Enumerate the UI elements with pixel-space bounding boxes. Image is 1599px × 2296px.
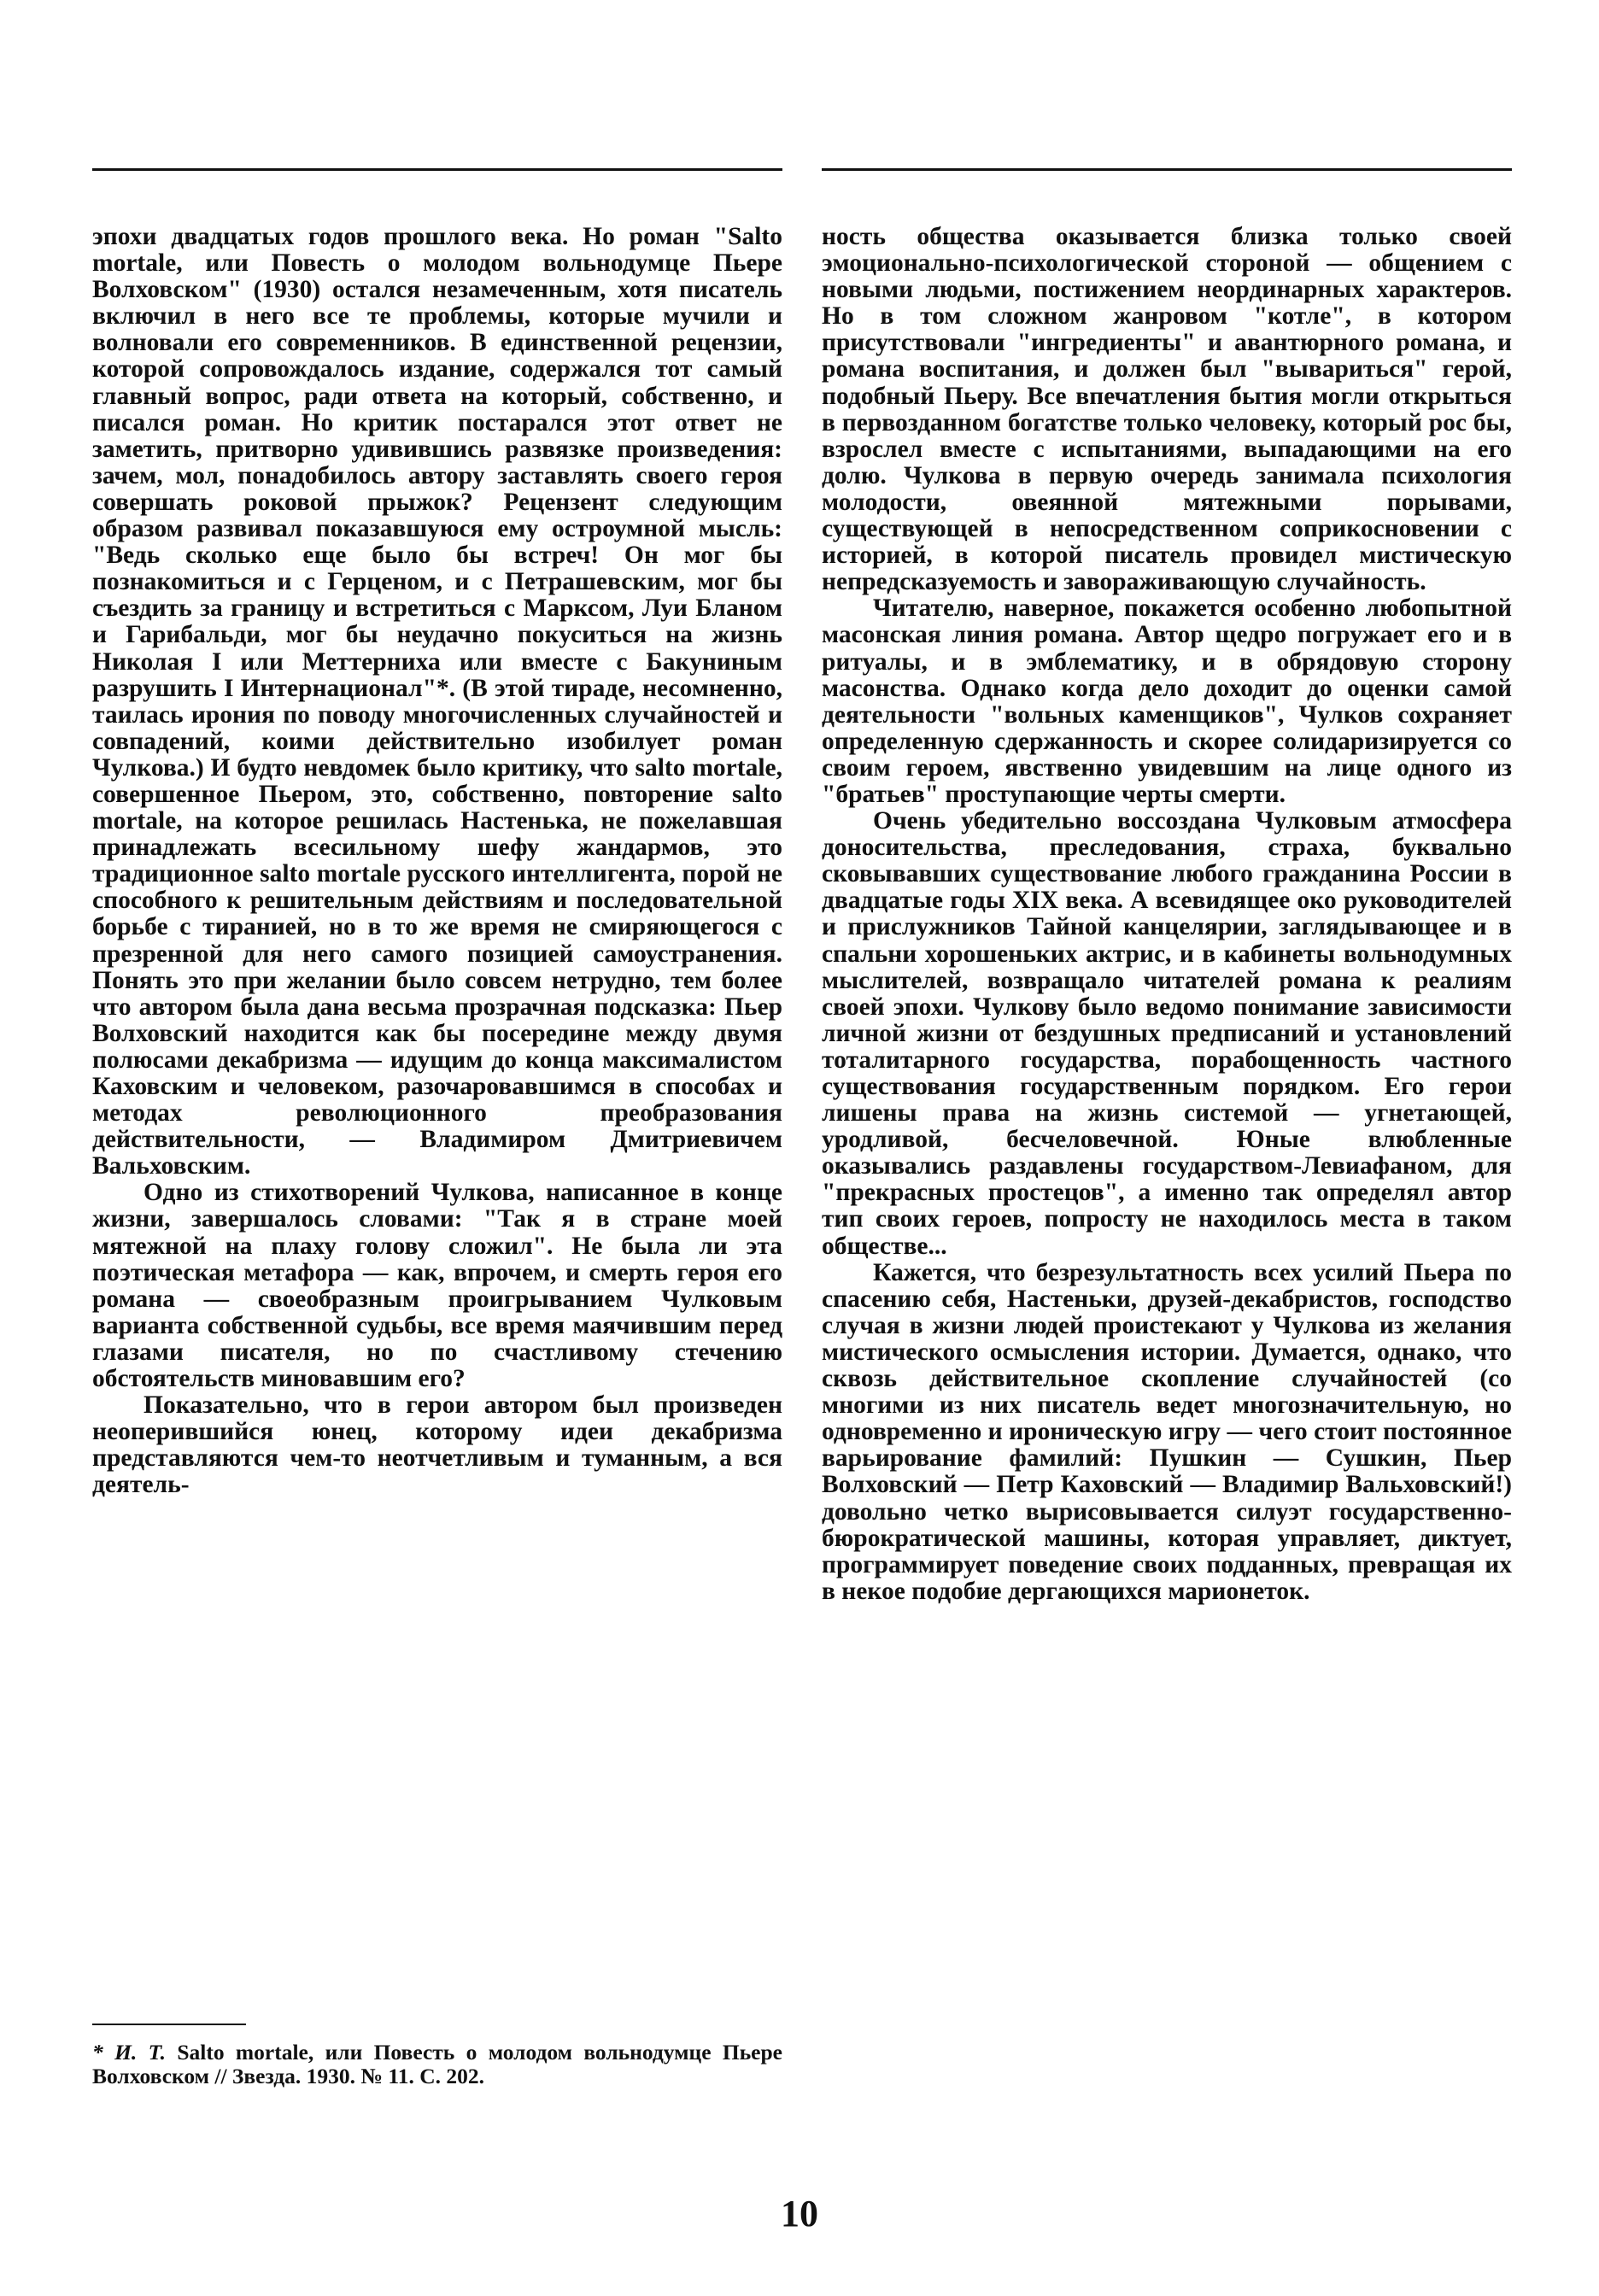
- footnote: [92, 2041, 782, 2088]
- header-rule-left: [92, 168, 782, 171]
- paragraph: Показательно, что в герои автором был произведен неоперившийся юнец, которому идеи декабризма представляются чем-то неотчетливым и туманным, а вся деятель-: [92, 1391, 782, 1499]
- paragraph: Кажется, что безрезультатность всех усилий Пьера по спасению себя, Настеньки, друзей-декабристов, господство случая в жизни людей проистекают у Чулкова из желания мистического осмысления истории. Думается, однако, что сквозь действительное скопление случайностей (со многими из них писатель ведет многозначительную, но одновременно и ироническую игру — чего стоит постоянное варьирование фамилий: Пушкин — Сушкин, Пьер Волховский — Петр Каховский — Владимир Вальховский!) довольно четко вырисовывается силуэт государственно-бюрократической машины, которая управляет, диктует, программирует поведение своих подданных, превращая их в некое подобие дергающихся марионеток.: [822, 1258, 1512, 1605]
- header-rule-right: [822, 168, 1512, 171]
- paragraph: Читателю, наверное, покажется особенно любопытной масонская линия романа. Автор щедро погружает его и в ритуалы, и в эмблематику, и в обрядовую сторону масонства. Однако когда дело доходит до оценки самой деятельности "вольных каменщиков", Чулков сохраняет определенную сдержанность и скорее солидаризируется со своим героем, явственно увидевшим на лице одного из "братьев" проступающие черты смерти.: [822, 594, 1512, 808]
- footnote-rule: [92, 2024, 246, 2025]
- footnote-text: Salto mortale, или Повесть о молодом вольнодумце Пьере Волховском // Звезда. 1930. № 11. С. 202.: [92, 2040, 782, 2088]
- left-column: [92, 224, 782, 1499]
- footnote-mark: * И. Т.: [92, 2040, 166, 2065]
- page-number: 10: [781, 2193, 818, 2234]
- paragraph: эпохи двадцатых годов прошлого века. Но роман "Salto mortale, или Повесть о молодом вольнодумце Пьере Волховском" (1930) остался незамеченным, хотя писатель включил в него все те проблемы, которые мучили и волновали его современников. В единственной рецензии, которой сопровождалось издание, содержался тот самый главный вопрос, ради ответа на который, собственно, и писался роман. Но критик постарался этот ответ не заметить, притворно удивившись развязке произведения: зачем, мол, понадобилось автору заставлять своего героя совершать роковой прыжок? Рецензент следующим образом развивал показавшуюся ему остроумной мысль: "Ведь сколько еще было бы встреч! Он мог бы познакомиться и с Герценом, и с Петрашевским, мог бы съездить за границу и встретиться с Марксом, Луи Бланом и Гарибальди, мог бы неудачно покуситься на жизнь Николая I или Меттерниха или вместе с Бакуниным разрушить I Интернационал"*. (В этой тираде, несомненно, таилась ирония по поводу многочисленных случайностей и совпадений, коими действительно изобилует роман Чулкова.) И будто невдомек было критику, что salto mortale, совершенное Пьером, это, собственно, повторение salto mortale, на которое решилась Настенька, не пожелавшая принадлежать всесильному шефу жандармов, это традиционное salto mortale русского интеллигента, порой не способного к решительным действиям и последовательной борьбе с тиранией, но в то же время не смиряющегося с презренной для него самого позицией самоустранения. Понять это при желании было совсем нетрудно, тем более что автором была дана весьма прозрачная подсказка: Пьер Волховский находится как бы посередине между двумя полюсами декабризма — идущим до конца максималистом Каховским и человеком, разочаровавшимся в способах и методах революционного преобразования действительности, — Владимиром Дмитриевичем Вальховским.: [92, 223, 782, 1180]
- right-column: [822, 224, 1512, 1605]
- paragraph: ность общества оказывается близка только своей эмоционально-психологической стороной — общением с новыми людьми, постижением неординарных характеров. Но в том сложном жанровом "котле", в котором присутствовали "ингредиенты" и авантюрного романа, и романа воспитания, и должен был "вывариться" герой, подобный Пьеру. Все впечатления бытия могли открыться в первозданном богатстве только человеку, который рос бы, взрослел вместе с испытаниями, выпадающими на его долю. Чулкова в первую очередь занимала психология молодости, овеянной мятежными порывами, существующей в непосредственном соприкосновении с историей, в которой писатель провидел мистическую непредсказуемость и завораживающую случайность.: [822, 223, 1512, 596]
- paragraph: Одно из стихотворений Чулкова, написанное в конце жизни, завершалось словами: "Так я в стране моей мятежной на плаху голову сложил". Не была ли эта поэтическая метафора — как, впрочем, и смерть героя его романа — своеобразным проигрыванием Чулковым варианта собственной судьбы, все время маячившим перед глазами писателя, но по счастливому стечению обстоятельств миновавшим его?: [92, 1179, 782, 1393]
- paragraph: Очень убедительно воссоздана Чулковым атмосфера доносительства, преследования, страха, буквально сковывавших существование любого гражданина России в двадцатые годы XIX века. А всевидящее око руководителей и прислужников Тайной канцелярии, заглядывающее и в спальни хорошеньких актрис, и в кабинеты вольнодумных мыслителей, возвращало читателей романа к реалиям своей эпохи. Чулкову было ведомо понимание зависимости личной жизни от бездушных предписаний и установлений тоталитарного государства, порабощенность частного существования государственным порядком. Его герои лишены права на жизнь системой — угнетающей, уродливой, бесчеловечной. Юные влюбленные оказывались раздавлены государством-Левиафаном, для "прекрасных простецов", а именно так определял автор тип своих героев, попросту не находилось места в таком обществе...: [822, 807, 1512, 1260]
